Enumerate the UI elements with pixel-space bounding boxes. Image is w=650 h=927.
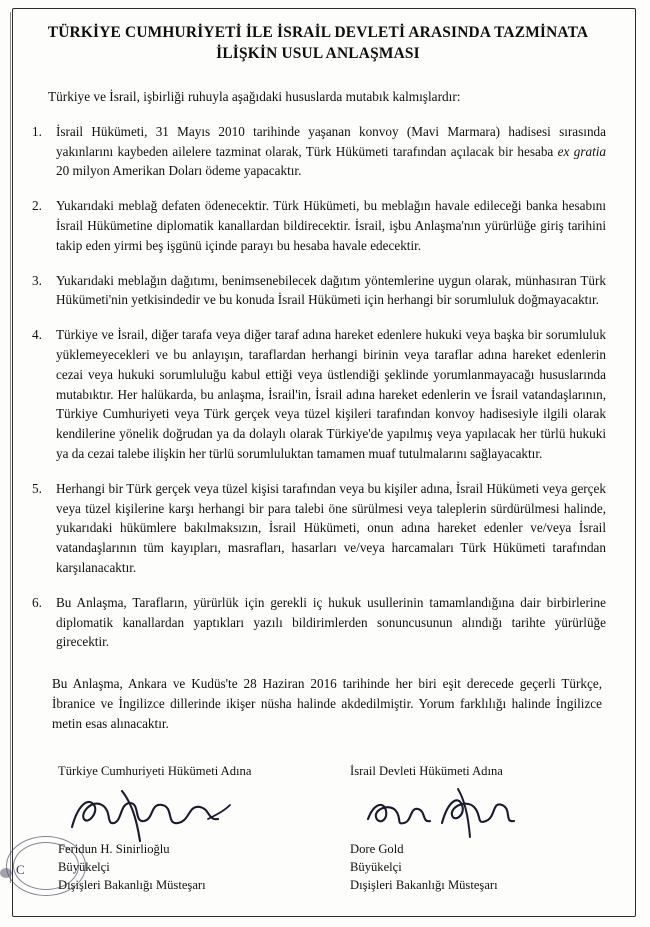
ink-smudge [0,868,12,878]
clause-item-3 [30,271,606,311]
clause-text: Bu Anlaşma, Tarafların, yürürlük için gerekli iç hukuk usullerinin tamamlandığına dair birbirlerine diplomatik kanallardan yaptıkları yazılı bildirimlerden sonuncusunun alındığı tarihte yürürlüğe girecektir. [56,594,606,650]
signature-role: Büyükelçi [350,860,402,875]
handwritten-signature-icon [58,785,288,843]
clause-number: 1. [32,123,42,139]
clause-item-2 [30,196,606,255]
signature-block [30,763,606,895]
clause-number: 4. [32,327,42,343]
clause-item-1 [30,122,606,181]
clause-item-4 [30,325,606,464]
clause-text: Herhangi bir Türk gerçek veya tüzel kişisi tarafından veya bu kişiler adına, İsrail Hükümeti veya gerçek veya tüzel kişilerine karşı herhangi bir para talebi öne sürülmesi veya taleplerin sürdürülmesi halinde, yukarıdaki hükümlere bakılmaksızın, İsrail Hükümeti, onun adına hareket edenler ve/veya İsrail vatandaşlarının tüm kayıpları, masrafları, hasarları ve/veya harcamaları Türk Hükümeti tarafından karşılanacaktır. [56,480,606,575]
signature-turkey [58,763,308,895]
clause-text-part-2: 20 milyon Amerikan Doları ödeme yapacaktır. [56,163,302,179]
clause-text-part-1: İsrail Hükümeti, 31 Mayıs 2010 tarihinde yaşanan konvoy (Mavi Marmara) hadisesi sırasında yakınlarını kaybeden ailelere tazminat olarak, Türk Hükümeti tarafından açılacak bir hesaba [56,123,606,159]
intro-paragraph: Türkiye ve İsrail, işbirliği ruhuyla aşağıdaki hususlarda mutabık kalmışlardır: [48,88,461,104]
signature-name: Feridun H. Sinirlioğlu [58,842,170,857]
signature-heading: Türkiye Cumhuriyeti Hükümeti Adına [58,764,252,779]
clause-text: Türkiye ve İsrail, diğer tarafa veya diğer taraf adına hareket edenlere hukuki veya başka bir sorumluluk yüklemeyecekleri ve bu anlayışın, taraflardan herhangi birinin veya taraflar adına hareket edenlerin cezai veya hukuki sorumluluğu kabul ettiği veya üstlendiği şeklinde yorumlanmayacağı hususlarında mutabıktır. Her halükarda, bu anlaşma, İsrail'in, İsrail adına hareket edenlerin ve İsrail vatandaşlarının, Türkiye Cumhuriyeti veya Türk gerçek veya tüzel kişileri tarafından konvoy hadisesiyle ilgili olarak kendilerine yönelik doğrudan ya da dolaylı olarak Türkiye'de yapılmış veya yapılacak her türlü hukuki ya da cezai talebe ilişkin her türlü sorumluluktan tamamen muaf tutulmalarını sağlayacaktır. [56,327,606,461]
clause-list [30,122,606,652]
clause-text-italic: ex gratia [557,143,606,159]
clause-item-5 [30,479,606,578]
document-body [30,22,620,895]
stamp-letter: C [16,862,25,877]
clause-text: Yukarıdaki meblağın dağıtımı, benimsenebilecek dağıtım yöntemlerine uygun olarak, münhasıran Türk Hükümeti'nin yetkisindedir ve bu konuda İsrail Hükümeti için herhangi bir sorumluluk doğmayacaktır. [56,272,606,308]
clause-number: 6. [32,594,42,610]
clause-item-6 [30,593,606,652]
clause-text: Yukarıdaki meblağ defaten ödenecektir. Türk Hükümeti, bu meblağın havale edileceği banka hesabını İsrail Hükümetine diplomatik kanallardan bildirecektir. İsrail, işbu Anlaşma'nın yürürlüğe giriş tarihini takip eden yirmi beş işgünü içinde parayı bu hesaba havale edecektir. [56,198,606,253]
clause-number: 5. [32,480,42,496]
signature-name: Dore Gold [350,842,404,857]
clause-number: 3. [32,272,42,288]
closing-paragraph: Bu Anlaşma, Ankara ve Kudüs'te 28 Haziran 2016 tarihinde her biri eşit derecede geçerli Türkçe, İbranice ve İngilizce dillerinde ikişer nüsha halinde akdedilmiştir. Yorum farklılığı halinde İngilizce metin esas alınacaktır. [52,676,602,731]
signature-heading: İsrail Devleti Hükümeti Adına [350,764,503,779]
signature-role-secondary: Dışişleri Bakanlığı Müsteşarı [58,878,206,893]
title-line-2: İLİŞKİN USUL ANLAŞMASI [216,45,420,63]
signature-israel [350,763,600,895]
title-line-1: TÜRKİYE CUMHURİYETİ İLE İSRAİL DEVLETİ ARASINDA TAZMİNATA [47,24,589,41]
signature-mark-area [58,785,308,841]
signature-mark-area [350,785,600,841]
clause-number: 2. [32,198,42,214]
document-title [44,22,592,65]
signature-role-secondary: Dışişleri Bakanlığı Müsteşarı [350,878,498,893]
handwritten-signature-icon [350,785,580,843]
signature-role: Büyükelçi [58,860,110,875]
